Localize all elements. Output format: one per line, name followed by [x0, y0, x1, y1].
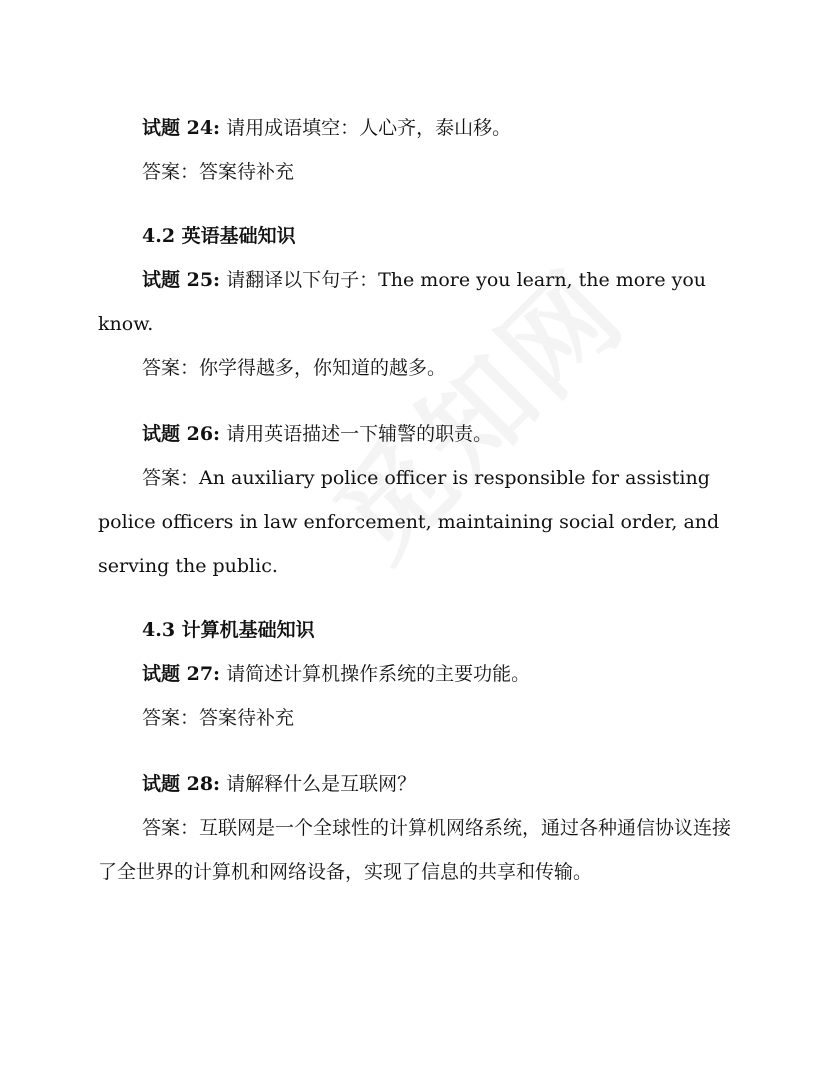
question-25-text: 请翻译以下句子：The more you learn, the more you know.	[98, 269, 707, 335]
section-heading-4-3: 4.3 计算机基础知识	[142, 619, 315, 641]
document-content	[98, 106, 738, 894]
question-24	[98, 106, 738, 150]
question-28-text: 请解释什么是互联网？	[220, 773, 417, 795]
section-heading-4-2: 4.2 英语基础知识	[142, 225, 296, 247]
question-28	[98, 762, 738, 806]
answer-26: 答案：An auxiliary police officer is responsible for assisting police officers in law enforcement, maintaining social order, and serving the public.	[98, 467, 720, 577]
question-28-label: 试题 28:	[142, 773, 221, 795]
answer-25: 答案：你学得越多，你知道的越多。	[142, 357, 447, 379]
answer-28: 答案：互联网是一个全球性的计算机网络系统，通过各种通信协议连接了全世界的计算机和网络设备，实现了信息的共享和传输。	[98, 817, 732, 883]
spacer	[98, 390, 738, 412]
question-26-text: 请用英语描述一下辅警的职责。	[220, 423, 493, 445]
question-25-label: 试题 25:	[142, 269, 221, 291]
spacer	[98, 740, 738, 762]
question-24-label: 试题 24:	[142, 117, 221, 139]
question-27	[98, 652, 738, 696]
answer-27: 答案：答案待补充	[142, 707, 295, 729]
question-26-label: 试题 26:	[142, 423, 221, 445]
question-27-label: 试题 27:	[142, 663, 221, 685]
question-24-text: 请用成语填空：人心齐，泰山移。	[220, 117, 512, 139]
question-27-text: 请简述计算机操作系统的主要功能。	[220, 663, 531, 685]
question-25	[98, 258, 738, 346]
question-26	[98, 412, 738, 456]
answer-24: 答案：答案待补充	[142, 161, 295, 183]
